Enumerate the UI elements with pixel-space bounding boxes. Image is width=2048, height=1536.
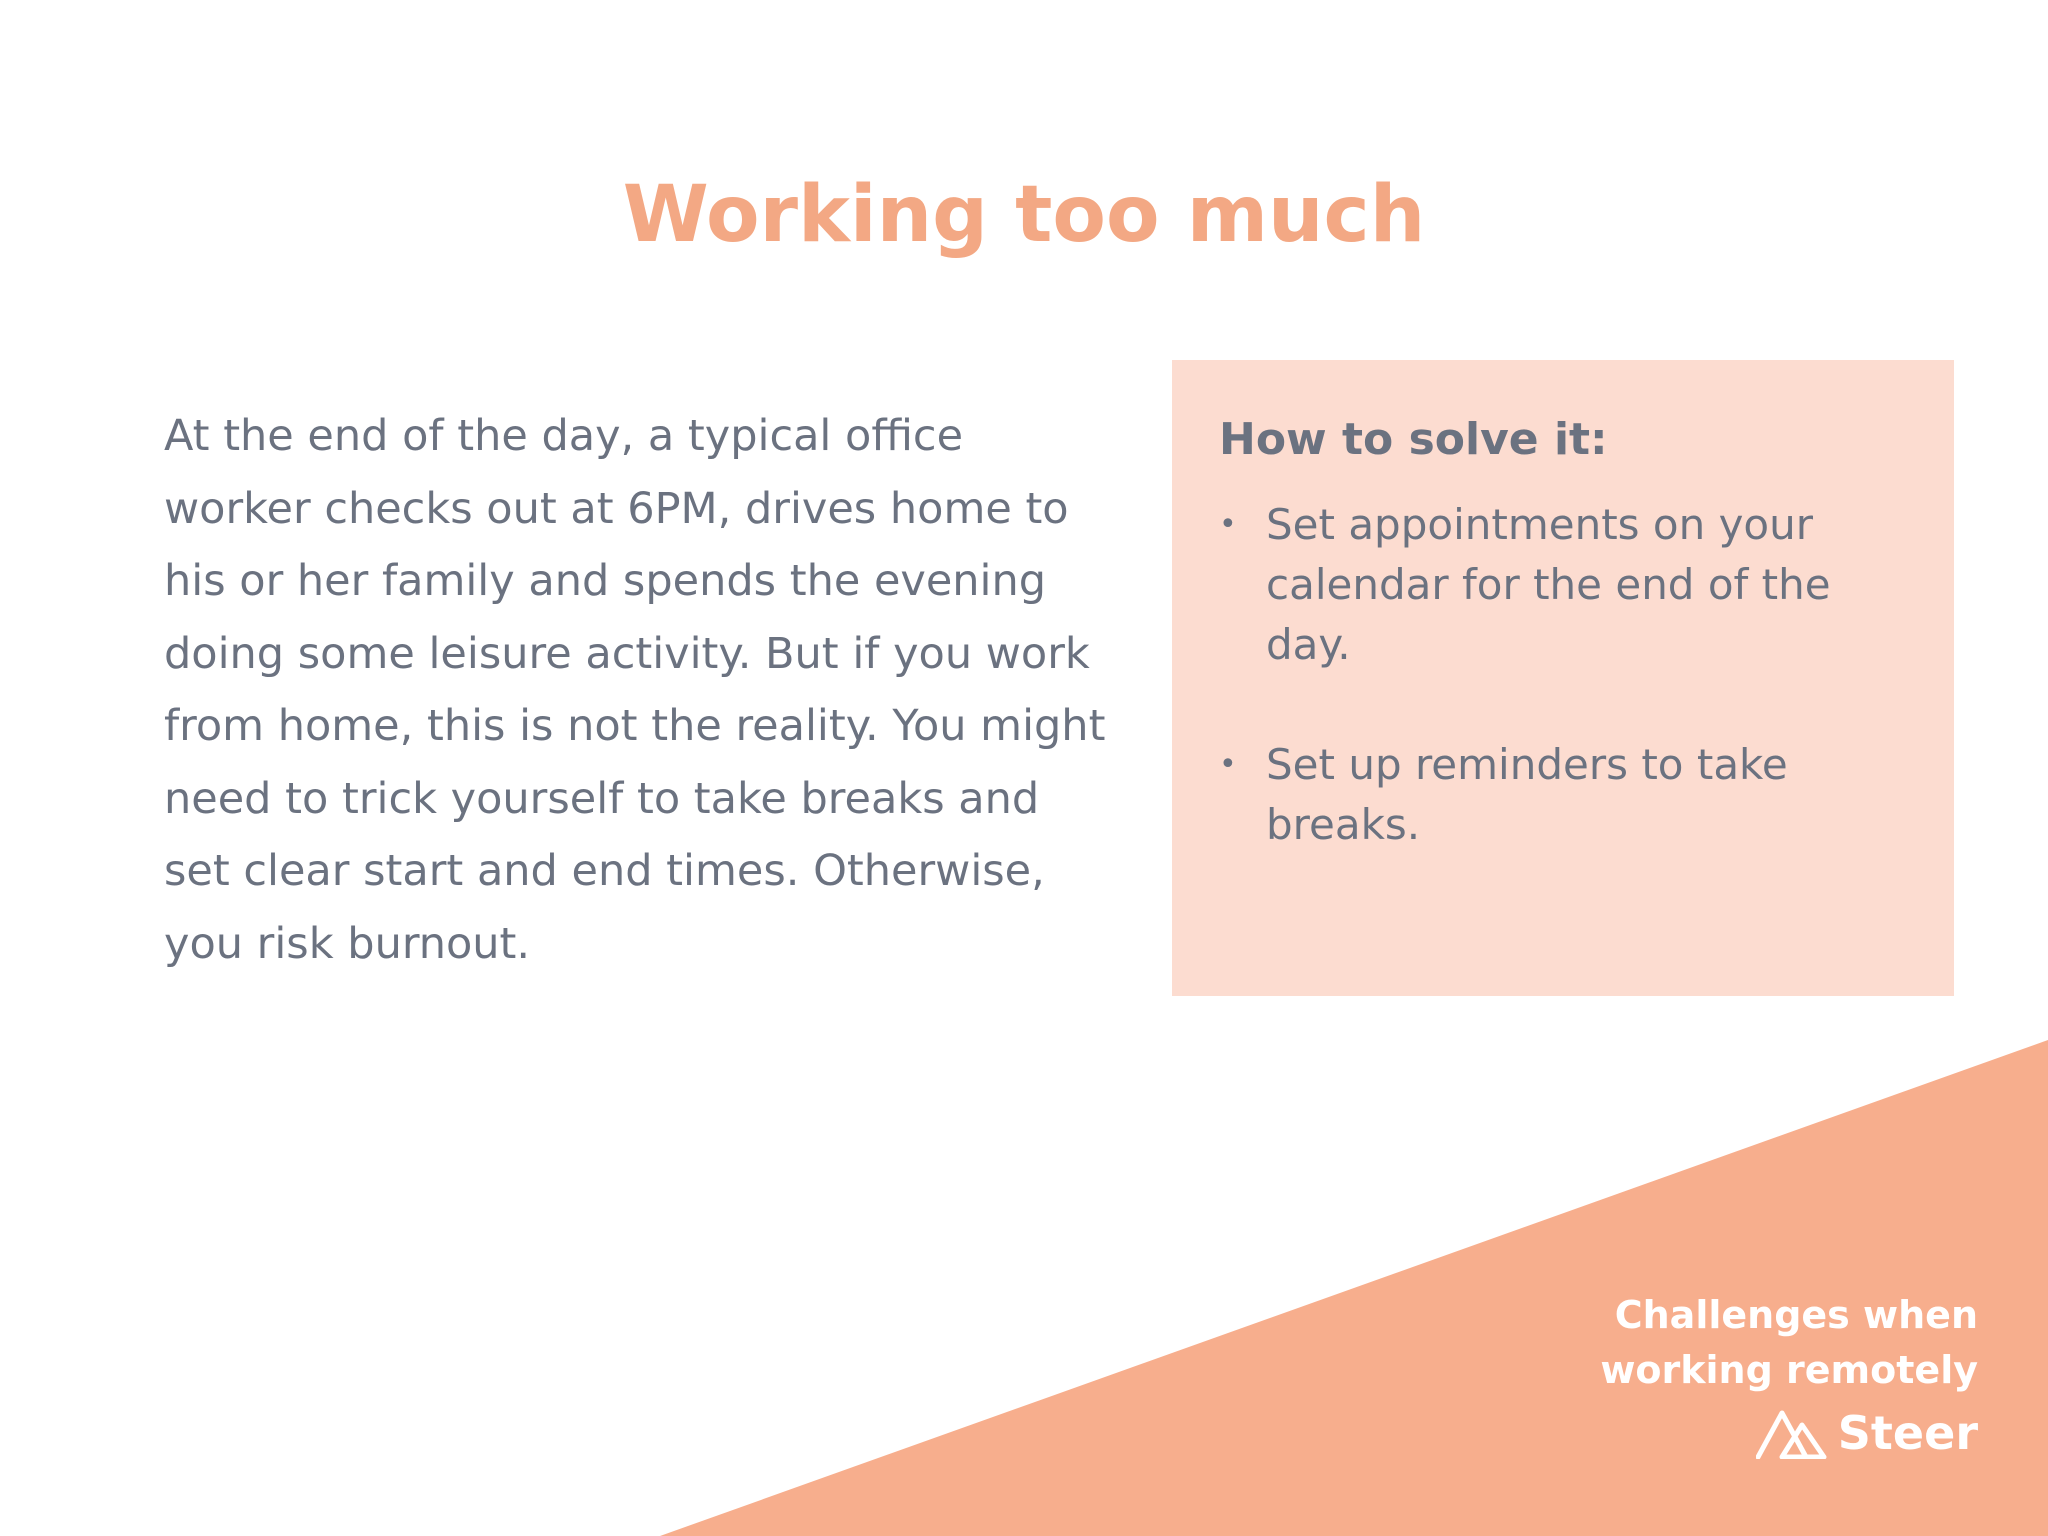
solution-box <box>1172 360 1954 996</box>
solution-item-text: Set appointments on your calendar for the end of the day. <box>1266 500 1831 669</box>
bullet-icon: • <box>1219 507 1237 542</box>
footer-caption-line1: Challenges when <box>1614 1293 1978 1337</box>
solution-item <box>1219 735 1914 855</box>
solution-heading: How to solve it: <box>1219 414 1608 465</box>
solution-list <box>1219 495 1914 855</box>
solution-item <box>1219 495 1914 675</box>
footer-caption-line2: working remotely <box>1600 1348 1978 1392</box>
mountain-logo-icon <box>1756 1407 1828 1459</box>
bullet-icon: • <box>1219 747 1237 782</box>
solution-item-text: Set up reminders to take breaks. <box>1266 740 1788 849</box>
brand-logo <box>1600 1406 1978 1460</box>
brand-name: Steer <box>1837 1406 1978 1460</box>
body-paragraph: At the end of the day, a typical office worker checks out at 6PM, drives home to his or her family and spends the evening doing some leisure activity. But if you work from home, this is not the reality. You might need to trick yourself to take breaks and set clear start and end times. Otherwise, you risk burnout. <box>164 411 1106 969</box>
footer-brand <box>1600 1288 1978 1460</box>
slide-title: Working too much <box>622 170 1426 260</box>
